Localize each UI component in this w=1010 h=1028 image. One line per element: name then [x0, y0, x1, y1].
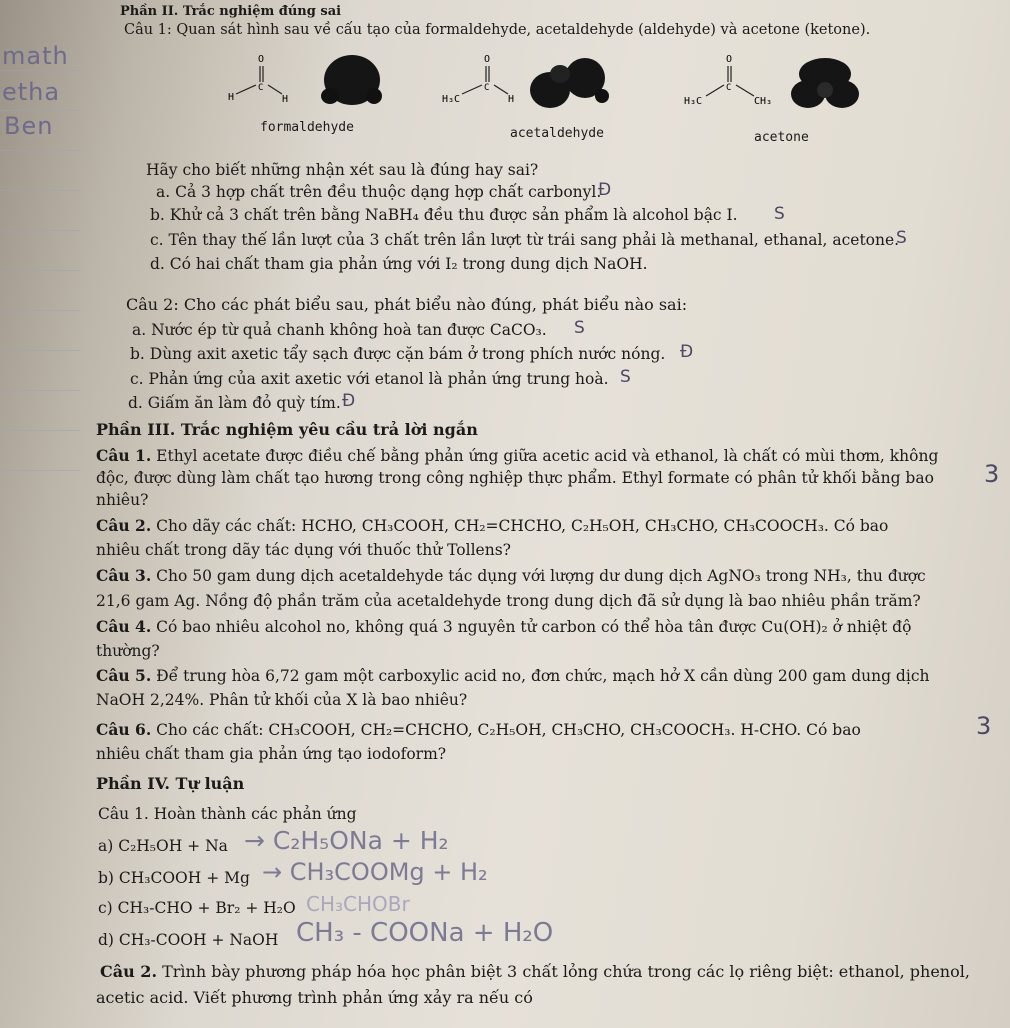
part4-q1: Câu 1. Hoàn thành các phản ứng	[98, 805, 357, 823]
q2-item-b: b. Dùng axit axetic tẩy sạch được cặn bám ở trong phích nước nóng.	[130, 345, 666, 363]
answer-mark-c: S	[896, 228, 907, 248]
part3-q3: Câu 3. Cho 50 gam dung dịch acetaldehyde tác dụng với lượng dư dung dịch AgNO₃ trong NH₃, thu được	[96, 566, 926, 585]
answer-mark-2b: Đ	[680, 342, 694, 362]
q2-item-a: a. Nước ép từ quả chanh không hoà tan được CaCO₃.	[132, 321, 547, 339]
acetaldehyde-label: acetaldehyde	[510, 126, 604, 141]
answer-mark-2d: Đ	[342, 391, 356, 411]
margin-note-1: math	[2, 42, 69, 70]
svg-text:H: H	[282, 94, 289, 105]
reaction-d-answer: CH₃ - COONa + H₂O	[296, 918, 554, 948]
reaction-a: a) C₂H₅OH + Na	[98, 837, 228, 855]
answer-mark-2a: S	[574, 318, 585, 338]
svg-text:O: O	[726, 54, 733, 65]
oxygen-atom: O	[258, 54, 265, 65]
acetone-structure	[680, 52, 860, 112]
part3-q6-line2: nhiêu chất tham gia phản ứng tạo iodoform?	[96, 745, 447, 763]
svg-text:H: H	[508, 94, 515, 105]
reaction-d: d) CH₃-COOH + NaOH	[98, 931, 279, 949]
q2-item-d: d. Giấm ăn làm đỏ quỳ tím.	[128, 394, 341, 412]
part3-q4-line2: thường?	[96, 642, 160, 660]
part3-q2: Câu 2. Cho dãy các chất: HCHO, CH₃COOH, CH₂=CHCHO, C₂H₅OH, CH₃CHO, CH₃COOCH₃. Có bao	[96, 516, 889, 535]
reaction-a-answer: → C₂H₅ONa + H₂	[244, 826, 449, 855]
q1-prompt: Hãy cho biết những nhận xét sau là đúng hay sai?	[146, 161, 539, 179]
part3-q4: Câu 4. Có bao nhiêu alcohol no, không quá 3 nguyên tử carbon có thể hòa tân được Cu(OH)₂ ở nhiệt độ	[96, 617, 912, 636]
svg-text:H₃C: H₃C	[442, 94, 461, 105]
svg-text:C: C	[484, 83, 490, 93]
answer-mark-a: Đ	[598, 180, 612, 200]
q1-title: Câu 1: Quan sát hình sau về cấu tạo của formaldehyde, acetaldehyde (aldehyde) và acetone (ketone).	[124, 22, 871, 38]
svg-text:H: H	[228, 92, 235, 103]
svg-text:H₃C: H₃C	[684, 96, 703, 107]
q2-item-c: c. Phản ứng của axit axetic với etanol là phản ứng trung hoà.	[130, 370, 609, 388]
reaction-b: b) CH₃COOH + Mg	[98, 869, 250, 887]
part3-q6: Câu 6. Cho các chất: CH₃COOH, CH₂=CHCHO, C₂H₅OH, CH₃CHO, CH₃COOCH₃. H-CHO. Có bao	[96, 720, 861, 739]
svg-text:C: C	[258, 83, 264, 93]
svg-text:CH₃: CH₃	[754, 96, 773, 107]
q1-item-c: c. Tên thay thế lần lượt của 3 chất trên lần lượt từ trái sang phải là methanal, ethanal, acetone.	[150, 231, 900, 249]
answer-mark-2c: S	[620, 367, 631, 387]
part4-q2-line2: acetic acid. Viết phương trình phản ứng xảy ra nếu có	[96, 988, 533, 1007]
part3-q1-line3: nhiêu?	[96, 491, 149, 509]
part3-title: Phần III. Trắc nghiệm yêu cầu trả lời ngắn	[96, 420, 478, 439]
margin-note-3: Ben	[4, 112, 54, 140]
part4-q2: Câu 2. Trình bày phương pháp hóa học phân biệt 3 chất lỏng chứa trong các lọ riêng biệt: ethanol, phenol,	[100, 962, 970, 981]
answer-mark-p3q6: 3	[976, 712, 992, 740]
reaction-c-answer: CH₃CHOBr	[306, 892, 410, 916]
reaction-c: c) CH₃-CHO + Br₂ + H₂O	[98, 899, 296, 917]
q1-item-d: d. Có hai chất tham gia phản ứng với I₂ trong dung dịch NaOH.	[150, 255, 648, 273]
part3-q5: Câu 5. Để trung hòa 6,72 gam một carboxylic acid no, đơn chức, mạch hở X cần dùng 200 gam dung dịch	[96, 666, 930, 685]
svg-text:O: O	[484, 54, 491, 65]
acetaldehyde-structure	[440, 52, 610, 112]
acetone-label: acetone	[754, 130, 809, 145]
part3-q1-line2: độc, được dùng làm chất tạo hương trong công nghiệp thực phẩm. Ethyl formate có phân tử khối bằng bao	[96, 469, 934, 487]
reaction-b-answer: → CH₃COOMg + H₂	[262, 858, 488, 886]
q1-item-b: b. Khử cả 3 chất trên bằng NaBH₄ đều thu được sản phẩm là alcohol bậc I.	[150, 206, 738, 224]
section-header: Phần II. Trắc nghiệm đúng sai	[120, 4, 342, 19]
part3-q3-line2: 21,6 gam Ag. Nồng độ phần trăm của acetaldehyde trong dung dịch đã sử dụng là bao nhiêu phần trăm?	[96, 592, 921, 610]
formaldehyde-label: formaldehyde	[260, 120, 354, 135]
q2-title: Câu 2: Cho các phát biểu sau, phát biểu nào đúng, phát biểu nào sai:	[126, 295, 688, 314]
q1-item-a: a. Cả 3 hợp chất trên đều thuộc dạng hợp chất carbonyl.	[156, 183, 602, 201]
part4-title: Phần IV. Tự luận	[96, 774, 245, 793]
formaldehyde-structure	[222, 52, 382, 112]
part3-q5-line2: NaOH 2,24%. Phân tử khối của X là bao nhiêu?	[96, 691, 468, 709]
part3-q2-line2: nhiêu chất trong dãy tác dụng với thuốc thử Tollens?	[96, 541, 511, 559]
margin-note-2: etha	[2, 78, 61, 106]
part3-q1: Câu 1. Ethyl acetate được điều chế bằng phản ứng giữa acetic acid và ethanol, là chất có mùi thơm, không	[96, 446, 939, 465]
answer-mark-p3q1: 3	[984, 460, 1000, 488]
answer-mark-b: S	[774, 204, 785, 224]
svg-text:C: C	[726, 83, 732, 93]
